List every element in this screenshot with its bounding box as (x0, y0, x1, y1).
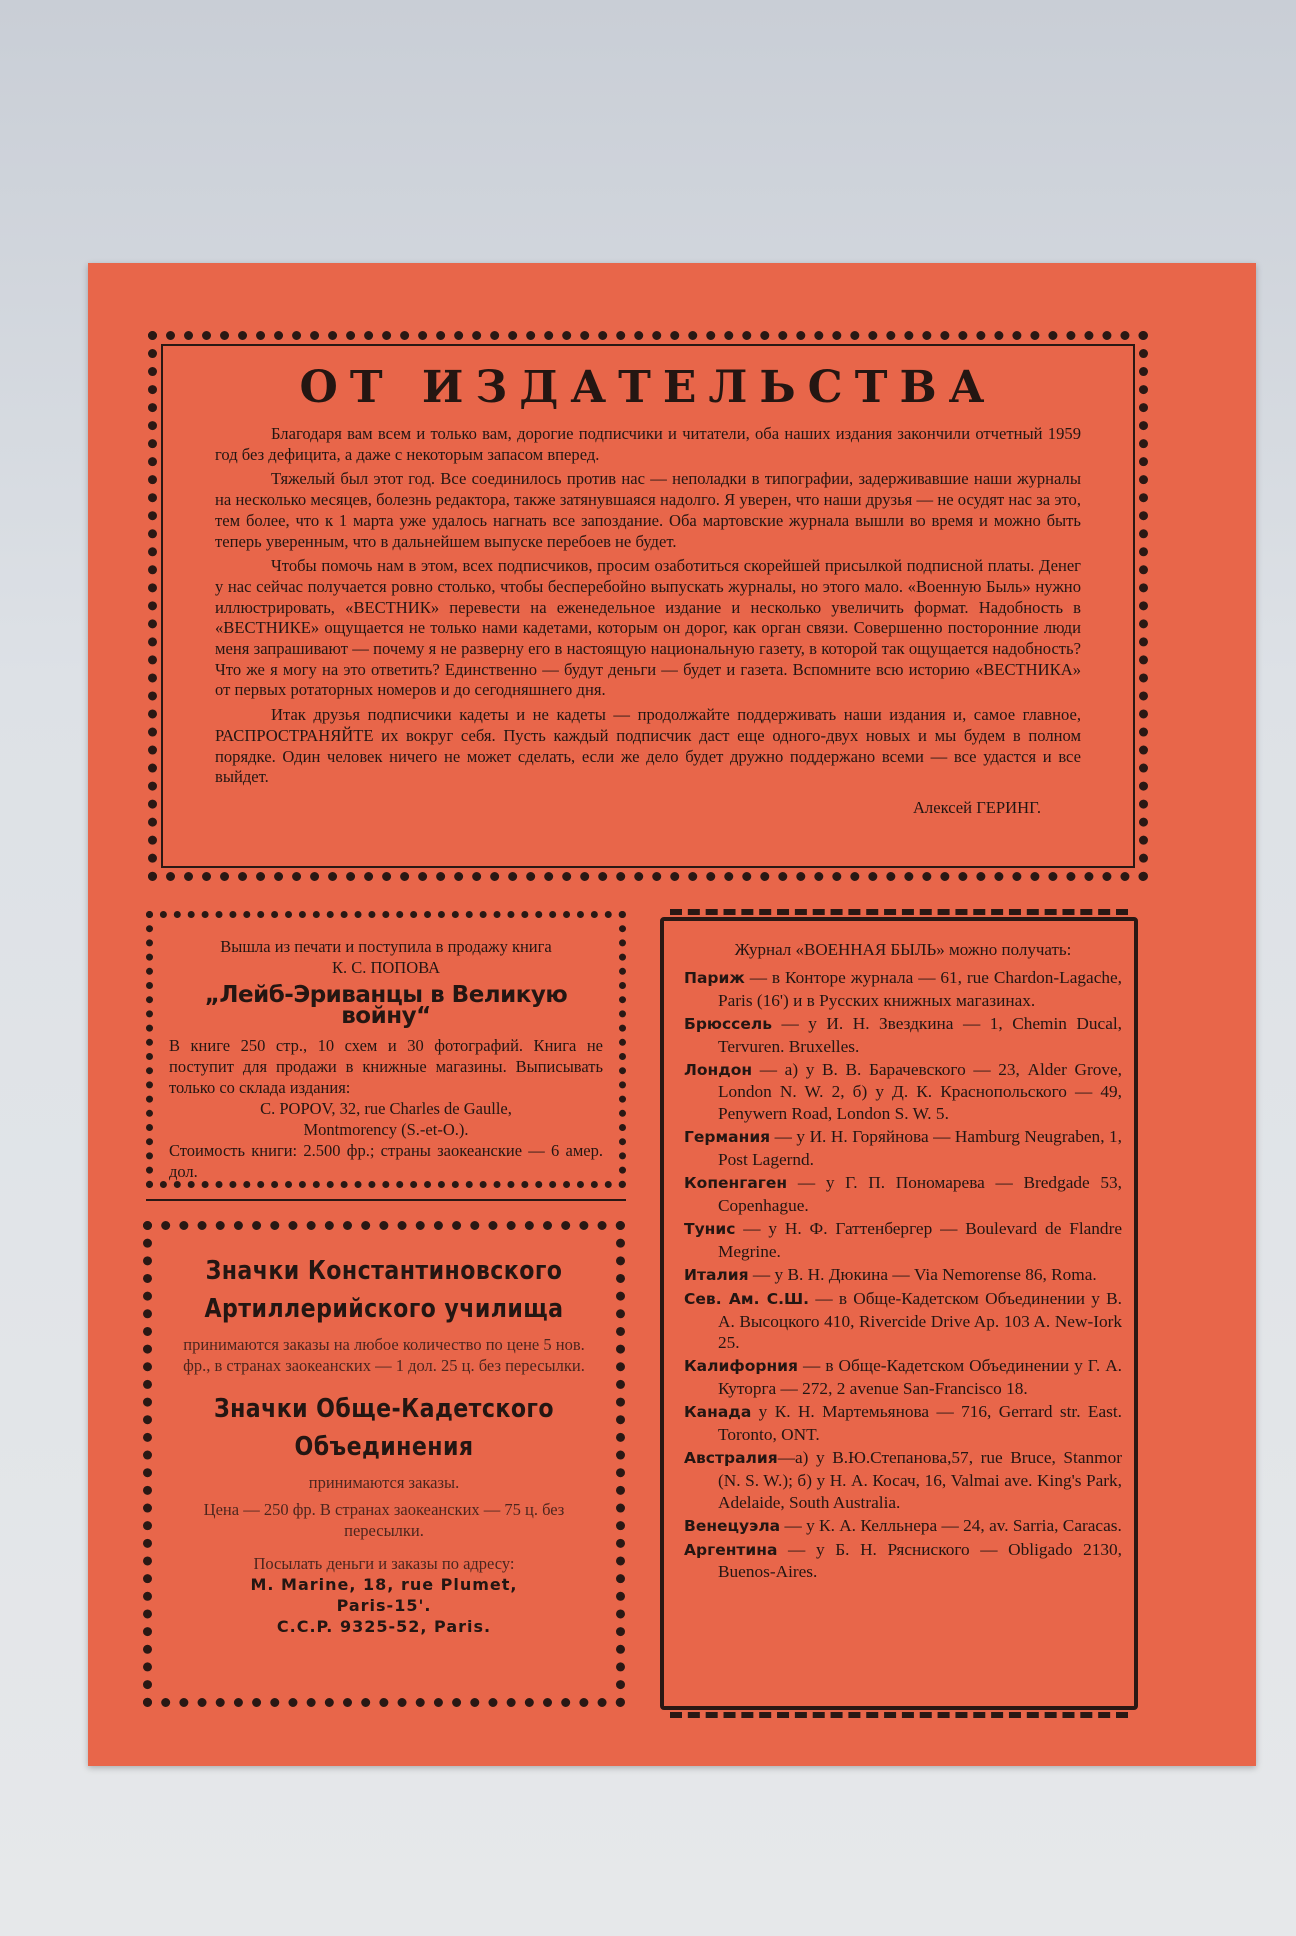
badge-order-text: принимаются заказы. (308, 1473, 460, 1492)
book-title: „Лейб-Эриванцы в Великую войну“ (204, 982, 568, 1029)
book-address-line: Montmorency (S.-et-O.). (303, 1120, 469, 1139)
notice-paragraph: Итак друзья подписчики кадеты и не кадеты — продолжайте поддерживать наши издания и, самое главное, РАСПРОСТРАНЯЙТЕ их вокруг себя. Пусть каждый подписчик даст еще одного-двух новых и мы будем в полном порядке. Один человек ничего не может сделать, если же дело будет дружно поддержано всеми — все удастся и все выйдет. (215, 705, 1081, 787)
book-address-line: C. POPOV, 32, rue Charles de Gaulle, (260, 1099, 512, 1118)
badge-address-line: C.C.P. 9325-52, Paris. (276, 1617, 492, 1636)
distributor-address: — у И. Н. Горяйнова — Hamburg Neugraben, 1, Post Lagernd. (718, 1127, 1122, 1170)
distributor-entry (684, 1126, 1122, 1171)
distributor-address: — а) у В. В. Барачевского — 23, Alder Grove, London N. W. 2, б) у Д. К. Краснопольского — 49, Penywern Road, London S. W. 5. (718, 1059, 1122, 1124)
journal-back-cover (88, 263, 1256, 1766)
distributor-address: — у Г. П. Пономарева — Bredgade 53, Copenhague. (718, 1173, 1122, 1215)
distributor-address: —а) у В.Ю.Степанова,57, rue Bruce, Stanmor (N. S. W.); б) у Н. А. Косач, 16, Valmai ave. King's Park, Adelaide, South Australia. (718, 1447, 1122, 1512)
badge-heading: Значки Обще-Кадетского (213, 1394, 555, 1424)
distributor-entry (684, 1515, 1122, 1538)
distributors-heading: Журнал «ВОЕННАЯ БЫЛЬ» можно получать: (734, 940, 1072, 959)
distributor-address: — у Н. Ф. Гаттенбергер — Boulevard de Flandre Megrine. (718, 1218, 1122, 1261)
book-author: К. С. ПОПОВА (331, 958, 441, 977)
badge-send-text: Посылать деньги и заказы по адресу: (253, 1554, 515, 1573)
distributor-entry (684, 1401, 1122, 1446)
badge-address-line: M. Marine, 18, rue Plumet, (250, 1575, 518, 1594)
distributor-entry (684, 1288, 1122, 1355)
badge-address-line: Paris-15'. (336, 1596, 432, 1615)
distributor-entry (684, 1539, 1122, 1584)
publisher-notice-box (148, 331, 1148, 881)
distributor-address: — в Обще-Кадетском Объединении у Г. А. Куторга — 272, 2 avenue San-Francisco 18. (718, 1356, 1122, 1399)
distributor-place: Сев. Ам. С.Ш. (684, 1289, 810, 1308)
book-description: В книге 250 стр., 10 схем и 30 фотографий. Книга не поступит для продажи в книжные магазины. Выписывать только со склада издания: (169, 1036, 603, 1097)
distributor-entry (684, 1447, 1122, 1514)
book-price: Стоимость книги: 2.500 фр.; страны заокеанские — 6 амер. дол. (169, 1141, 603, 1181)
notice-body (215, 424, 1081, 823)
distributor-address: у К. Н. Мартемьянова — 716, Gerrard str. East. Toronto, ONT. (718, 1402, 1122, 1445)
distributor-place: Аргентина (684, 1540, 778, 1559)
distributor-place: Венецуэла (684, 1516, 781, 1535)
distributor-entry (684, 967, 1122, 1012)
badge-heading: Артиллерийского училища (204, 1294, 564, 1324)
notice-title: ОТ ИЗДАТЕЛЬСТВА (299, 362, 997, 413)
distributor-address: — в Обще-Кадетском Объединении у В. А. Высоцкого 410, Rivercide Drive Ap. 103 A. New-Iork 25. (718, 1288, 1122, 1353)
distributor-entry (684, 1355, 1122, 1400)
distributor-entry (684, 1172, 1122, 1217)
notice-paragraph: Тяжелый был этот год. Все соединилось против нас — неполадки в типографии, задерживавшие наши журналы на несколько месяцев, болезнь редактора, также затянувшаяся надолго. Я уверен, что наши друзья — не осудят нас за это, тем более, что к 1 марта уже удалось нагнать все запоздание. Оба мартовские журнала вышли во время и можно быть теперь уверенным, что в дальнейшем выпуске перебоев не будет. (215, 469, 1081, 551)
distributor-place: Тунис (684, 1219, 736, 1238)
badge-price-text: Цена — 250 фр. В странах заокеанских — 75 ц. без пересылки. (203, 1500, 565, 1540)
badges-ad-box (143, 1221, 625, 1707)
badge-order-text: принимаются заказы на любое количество по цене 5 нов. фр., в странах заокеанских — 1 дол. 25 ц. без пересылки. (183, 1335, 585, 1375)
distributor-place: Брюссель (684, 1014, 773, 1033)
book-intro: Вышла из печати и поступила в продажу книга (220, 937, 552, 956)
journal-distributors-box (660, 917, 1138, 1710)
distributor-address: — у Б. Н. Рясниского — Obligado 2130, Buenos-Aires. (718, 1539, 1122, 1582)
book-ad-box (146, 911, 626, 1188)
divider (146, 1199, 626, 1201)
distributor-entry (684, 1218, 1122, 1263)
distributors-list (684, 967, 1122, 1583)
distributor-place: Канада (684, 1403, 752, 1422)
distributor-address: — у К. А. Келльнера — 24, av. Sarria, Caracas. (780, 1515, 1122, 1535)
distributor-place: Лондон (684, 1060, 753, 1079)
badge-heading: Объединения (294, 1432, 474, 1462)
notice-paragraph: Благодаря вам всем и только вам, дорогие подписчики и читатели, оба наших издания закончили отчетный 1959 год без дефицита, а даже с некоторым запасом вперед. (215, 424, 1081, 464)
notice-paragraph: Чтобы помочь нам в этом, всех подписчиков, просим озаботиться скорейшей присылкой подписной платы. Денег у нас сейчас получается ровно столько, чтобы бесперебойно выпускать журналы, но этого мало. «Военную Быль» нужно иллюстрировать, «ВЕСТНИК» перевести на еженедельное издание и несколько увеличить формат. Надобность в «ВЕСТНИКЕ» ощущается не только нами кадетами, которым он дорог, как орган связи. Совершенно посторонние люди меня запрашивают — почему я не разверну его в настоящую национальную газету, в которой так ощущается надобность? Что же я могу на это ответить? Единственно — будут деньги — будет и газета. Вспомните всю историю «ВЕСТНИКА» от первых ротаторных номеров и до сегодняшнего дня. (215, 556, 1081, 700)
distributor-entry (684, 1264, 1122, 1287)
badge-heading: Значки Константиновского (205, 1256, 563, 1286)
distributor-address: — у В. Н. Дюкина — Via Nemorense 86, Roma. (748, 1264, 1097, 1284)
distributor-address: — у И. Н. Звездкина — 1, Chemin Ducal, Tervuren. Bruxelles. (718, 1013, 1122, 1056)
distributor-place: Италия (684, 1265, 749, 1284)
distributor-place: Калифорния (684, 1357, 798, 1376)
notice-signature: Алексей ГЕРИНГ. (912, 797, 1041, 817)
distributor-entry (684, 1059, 1122, 1126)
distributor-place: Копенгаген (684, 1174, 788, 1193)
distributor-entry (684, 1013, 1122, 1058)
distributor-place: Париж (684, 968, 745, 987)
distributor-place: Австралия (684, 1448, 778, 1467)
distributor-place: Германия (684, 1128, 771, 1147)
distributor-address: — в Конторе журнала — 61, rue Chardon-Lagache, Paris (16') и в Русских книжных магазинах. (718, 967, 1122, 1010)
